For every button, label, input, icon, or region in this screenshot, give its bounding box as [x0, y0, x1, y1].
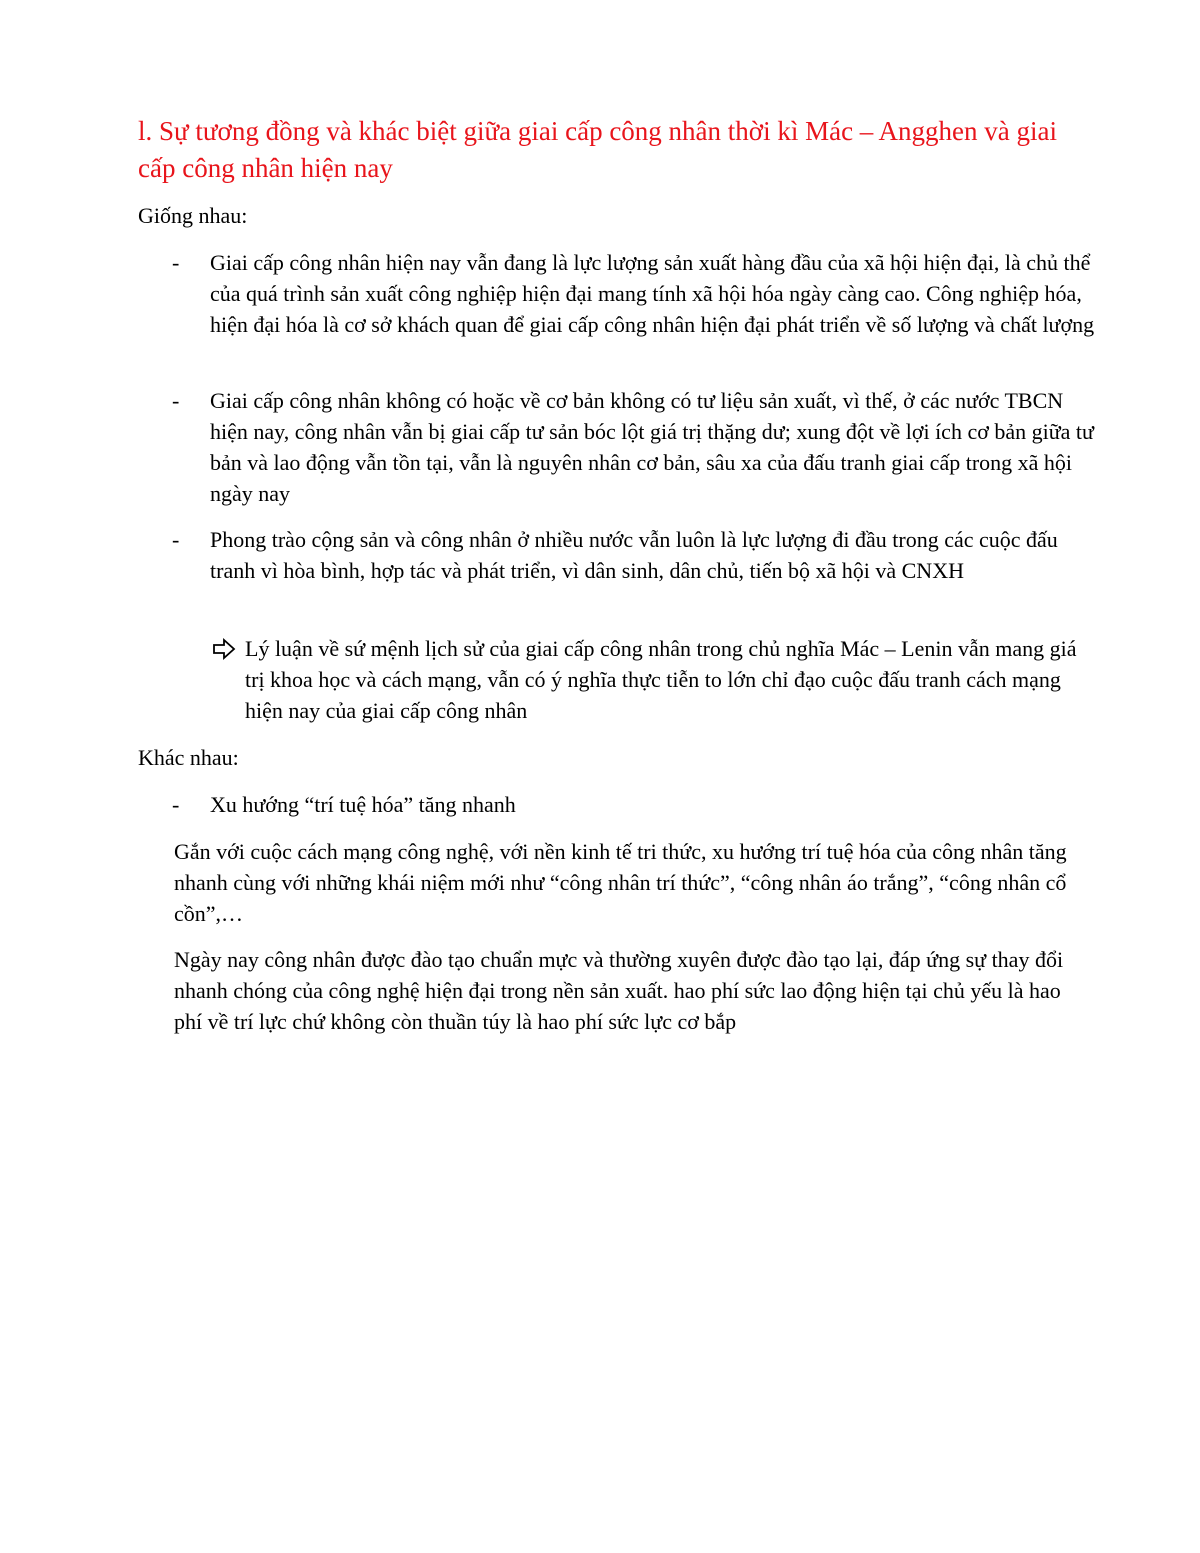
difference-paragraph-2: Ngày nay công nhân được đào tạo chuẩn mực và thường xuyên được đào tạo lại, đáp ứng sự thay đổi nhanh chóng của công nghệ hiện đại trong nền sản xuất. hao phí sức lao động hiện tại chủ yếu là hao phí về trí lực chứ không còn thuần túy là hao phí sức lực cơ bắp [174, 947, 1064, 1034]
section-heading: l. Sự tương đồng và khác biệt giữa giai cấp công nhân thời kì Mác – Angghen và giai cấp công nhân hiện nay [138, 116, 1058, 183]
similarities-label: Giống nhau: [138, 203, 248, 228]
bullet-dash: - [172, 792, 180, 817]
hollow-right-arrow-icon [212, 633, 238, 664]
bullet-dash: - [172, 388, 180, 413]
difference-item-text: Xu hướng “trí tuệ hóa” tăng nhanh [210, 792, 516, 817]
bullet-dash: - [172, 527, 180, 552]
similarity-item-text: Giai cấp công nhân hiện nay vẫn đang là lực lượng sản xuất hàng đầu của xã hội hiện đại, là chủ thể của quá trình sản xuất công nghiệp hiện đại mang tính xã hội hóa ngày càng cao. Công nghiệp hóa, hiện đại hóa là cơ sở khách quan để giai cấp công nhân hiện đại phát triển về số lượng và chất lượng [210, 250, 1095, 337]
conclusion-text: Lý luận về sứ mệnh lịch sử của giai cấp công nhân trong chủ nghĩa Mác – Lenin vẫn mang giá trị khoa học và cách mạng, vẫn có ý nghĩa thực tiễn to lớn chỉ đạo cuộc đấu tranh cách mạng hiện nay của giai cấp công nhân [245, 636, 1077, 723]
bullet-dash: - [172, 250, 180, 275]
similarity-item-text: Phong trào cộng sản và công nhân ở nhiều nước vẫn luôn là lực lượng đi đầu trong các cuộc đấu tranh vì hòa bình, hợp tác và phát triển, vì dân sinh, dân chủ, tiến bộ xã hội và CNXH [210, 527, 1058, 583]
similarity-item-text: Giai cấp công nhân không có hoặc về cơ bản không có tư liệu sản xuất, vì thế, ở các nước TBCN hiện nay, công nhân vẫn bị giai cấp tư sản bóc lột giá trị thặng dư; xung đột về lợi ích cơ bản giữa tư bản và lao động vẫn tồn tại, vẫn là nguyên nhân cơ bản, sâu xa của đấu tranh giai cấp trong xã hội ngày nay [210, 388, 1094, 506]
differences-label: Khác nhau: [138, 745, 239, 770]
difference-paragraph-1: Gắn với cuộc cách mạng công nghệ, với nền kinh tế tri thức, xu hướng trí tuệ hóa của công nhân tăng nhanh cùng với những khái niệm mới như “công nhân trí thức”, “công nhân áo trắng”, “công nhân cổ cồn”,… [174, 839, 1067, 926]
